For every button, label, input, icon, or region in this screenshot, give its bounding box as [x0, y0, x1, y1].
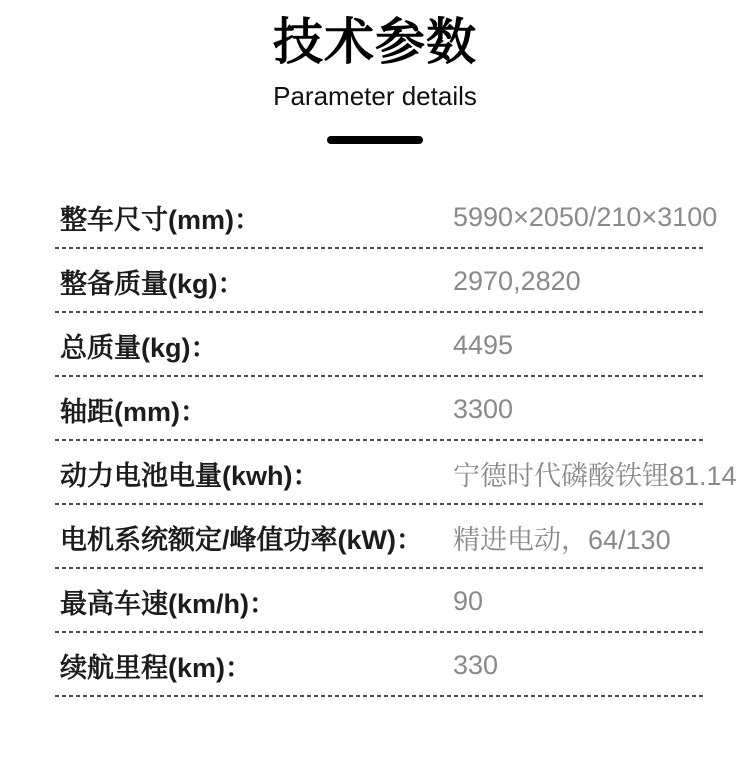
spec-label: 整备质量(kg)：: [60, 268, 245, 299]
header: [0, 0, 750, 144]
spec-label: 轴距(mm)：: [60, 396, 207, 427]
page-title: 技术参数: [273, 14, 477, 70]
spec-label: 动力电池电量(kwh)：: [60, 460, 320, 491]
page-subtitle: Parameter details: [273, 81, 477, 111]
spec-label: 整车尺寸(mm)：: [60, 204, 261, 235]
spec-value: 2970,2820: [453, 265, 581, 296]
spec-value: 3300: [453, 393, 514, 424]
spec-value: 4495: [453, 329, 514, 360]
spec-value: 宁德时代磷酸铁锂81.14: [453, 460, 737, 491]
spec-value: 90: [453, 585, 484, 616]
spec-value: 330: [453, 649, 499, 680]
table-row: [55, 249, 710, 313]
spec-value: 5990×2050/210×3100: [453, 201, 718, 232]
table-row: [55, 185, 718, 249]
table-row: [55, 441, 737, 505]
accent-bar: [327, 136, 423, 144]
table-row: [55, 505, 710, 569]
table-row: [55, 377, 710, 441]
spec-table: [55, 185, 737, 697]
spec-label: 总质量(kg)：: [60, 332, 218, 363]
table-row: [55, 313, 710, 377]
spec-label: 续航里程(km)：: [60, 652, 253, 683]
spec-label: 电机系统额定/峰值功率(kW)：: [60, 524, 423, 555]
table-row: [55, 569, 710, 633]
spec-value: 精进电动，64/130: [453, 524, 671, 555]
table-row: [55, 633, 710, 697]
spec-label: 最高车速(km/h)：: [60, 588, 276, 619]
